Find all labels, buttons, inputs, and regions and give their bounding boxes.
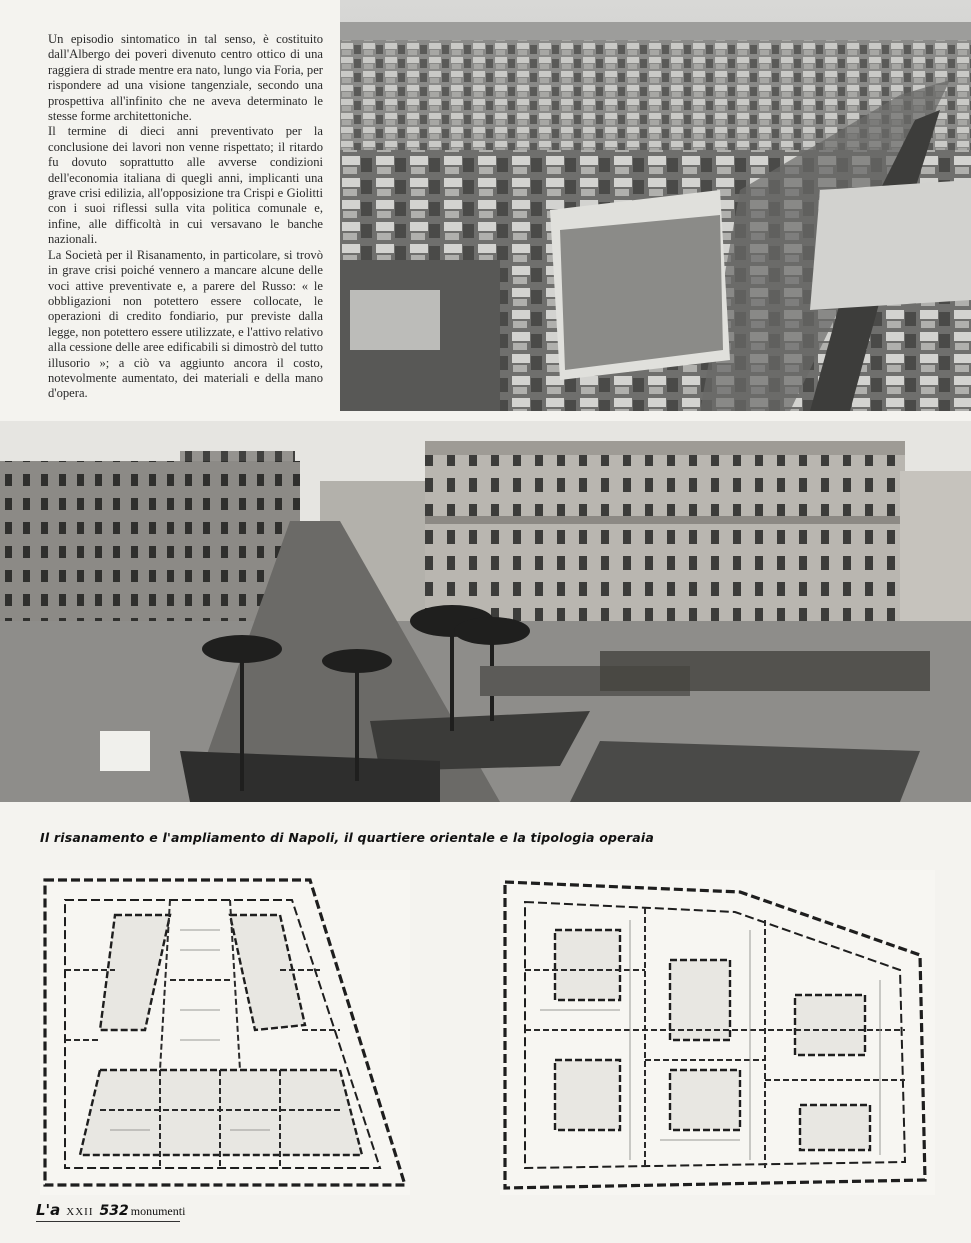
paragraph-2: Il termine di dieci anni preventivato per la conclusione dei lavori non venne rispettato; il ritardo fu dovuto soprattutto alle avverse condizioni dell'economia italiana di quegli anni, implicanti una grave crisi edilizia, all'opposizione tra Crispi e Giolitti con i suoi riflessi sulla vita politica comunale e, infine, alle difficoltà in cui versavano le banche nazionali. (48, 124, 323, 247)
piazza-panorama-photo (0, 421, 971, 802)
volume-number: XXII (66, 1206, 94, 1218)
aerial-city-photo (340, 0, 971, 411)
paragraph-1: Un episodio sintomatico in tal senso, è costituito dall'Albergo dei poveri divenuto centro ottico di una raggiera di strade mentre era nato, lungo via Foria, per rispondere ad una visione tangenziale, secondo una prospettiva all'infinito che ne aveva determinato le stesse forme architettoniche. (48, 32, 323, 124)
paragraph-3: La Società per il Risanamento, in particolare, si trovò in grave crisi poiché vennero a mancare alcune delle voci attive preventivate e, a parere del Russo: « le obbligazioni non potettero essere collocate, le operazioni di credito fondiario, pur previste dalla legge, non potettero essere utilizzate, e l'attivo relativo alla cessione delle aree edificabili si dimostrò del tutto illusorio »; a ciò va aggiunto ancora il costo, notevolmente aumentato, dei materiali e della mano d'opera. (48, 247, 323, 401)
article-body (48, 32, 323, 402)
page-number: 532 (99, 1203, 129, 1219)
folio-rule (36, 1221, 180, 1222)
floor-plan-left (40, 870, 410, 1195)
figure-caption: Il risanamento e l'ampliamento di Napoli, il quartiere orientale e la tipologia operaia (40, 830, 654, 845)
floor-plan-right (500, 870, 935, 1195)
page-folio (36, 1201, 185, 1221)
magazine-logo: L'a (36, 1201, 61, 1219)
section-name: monumenti (130, 1204, 186, 1218)
